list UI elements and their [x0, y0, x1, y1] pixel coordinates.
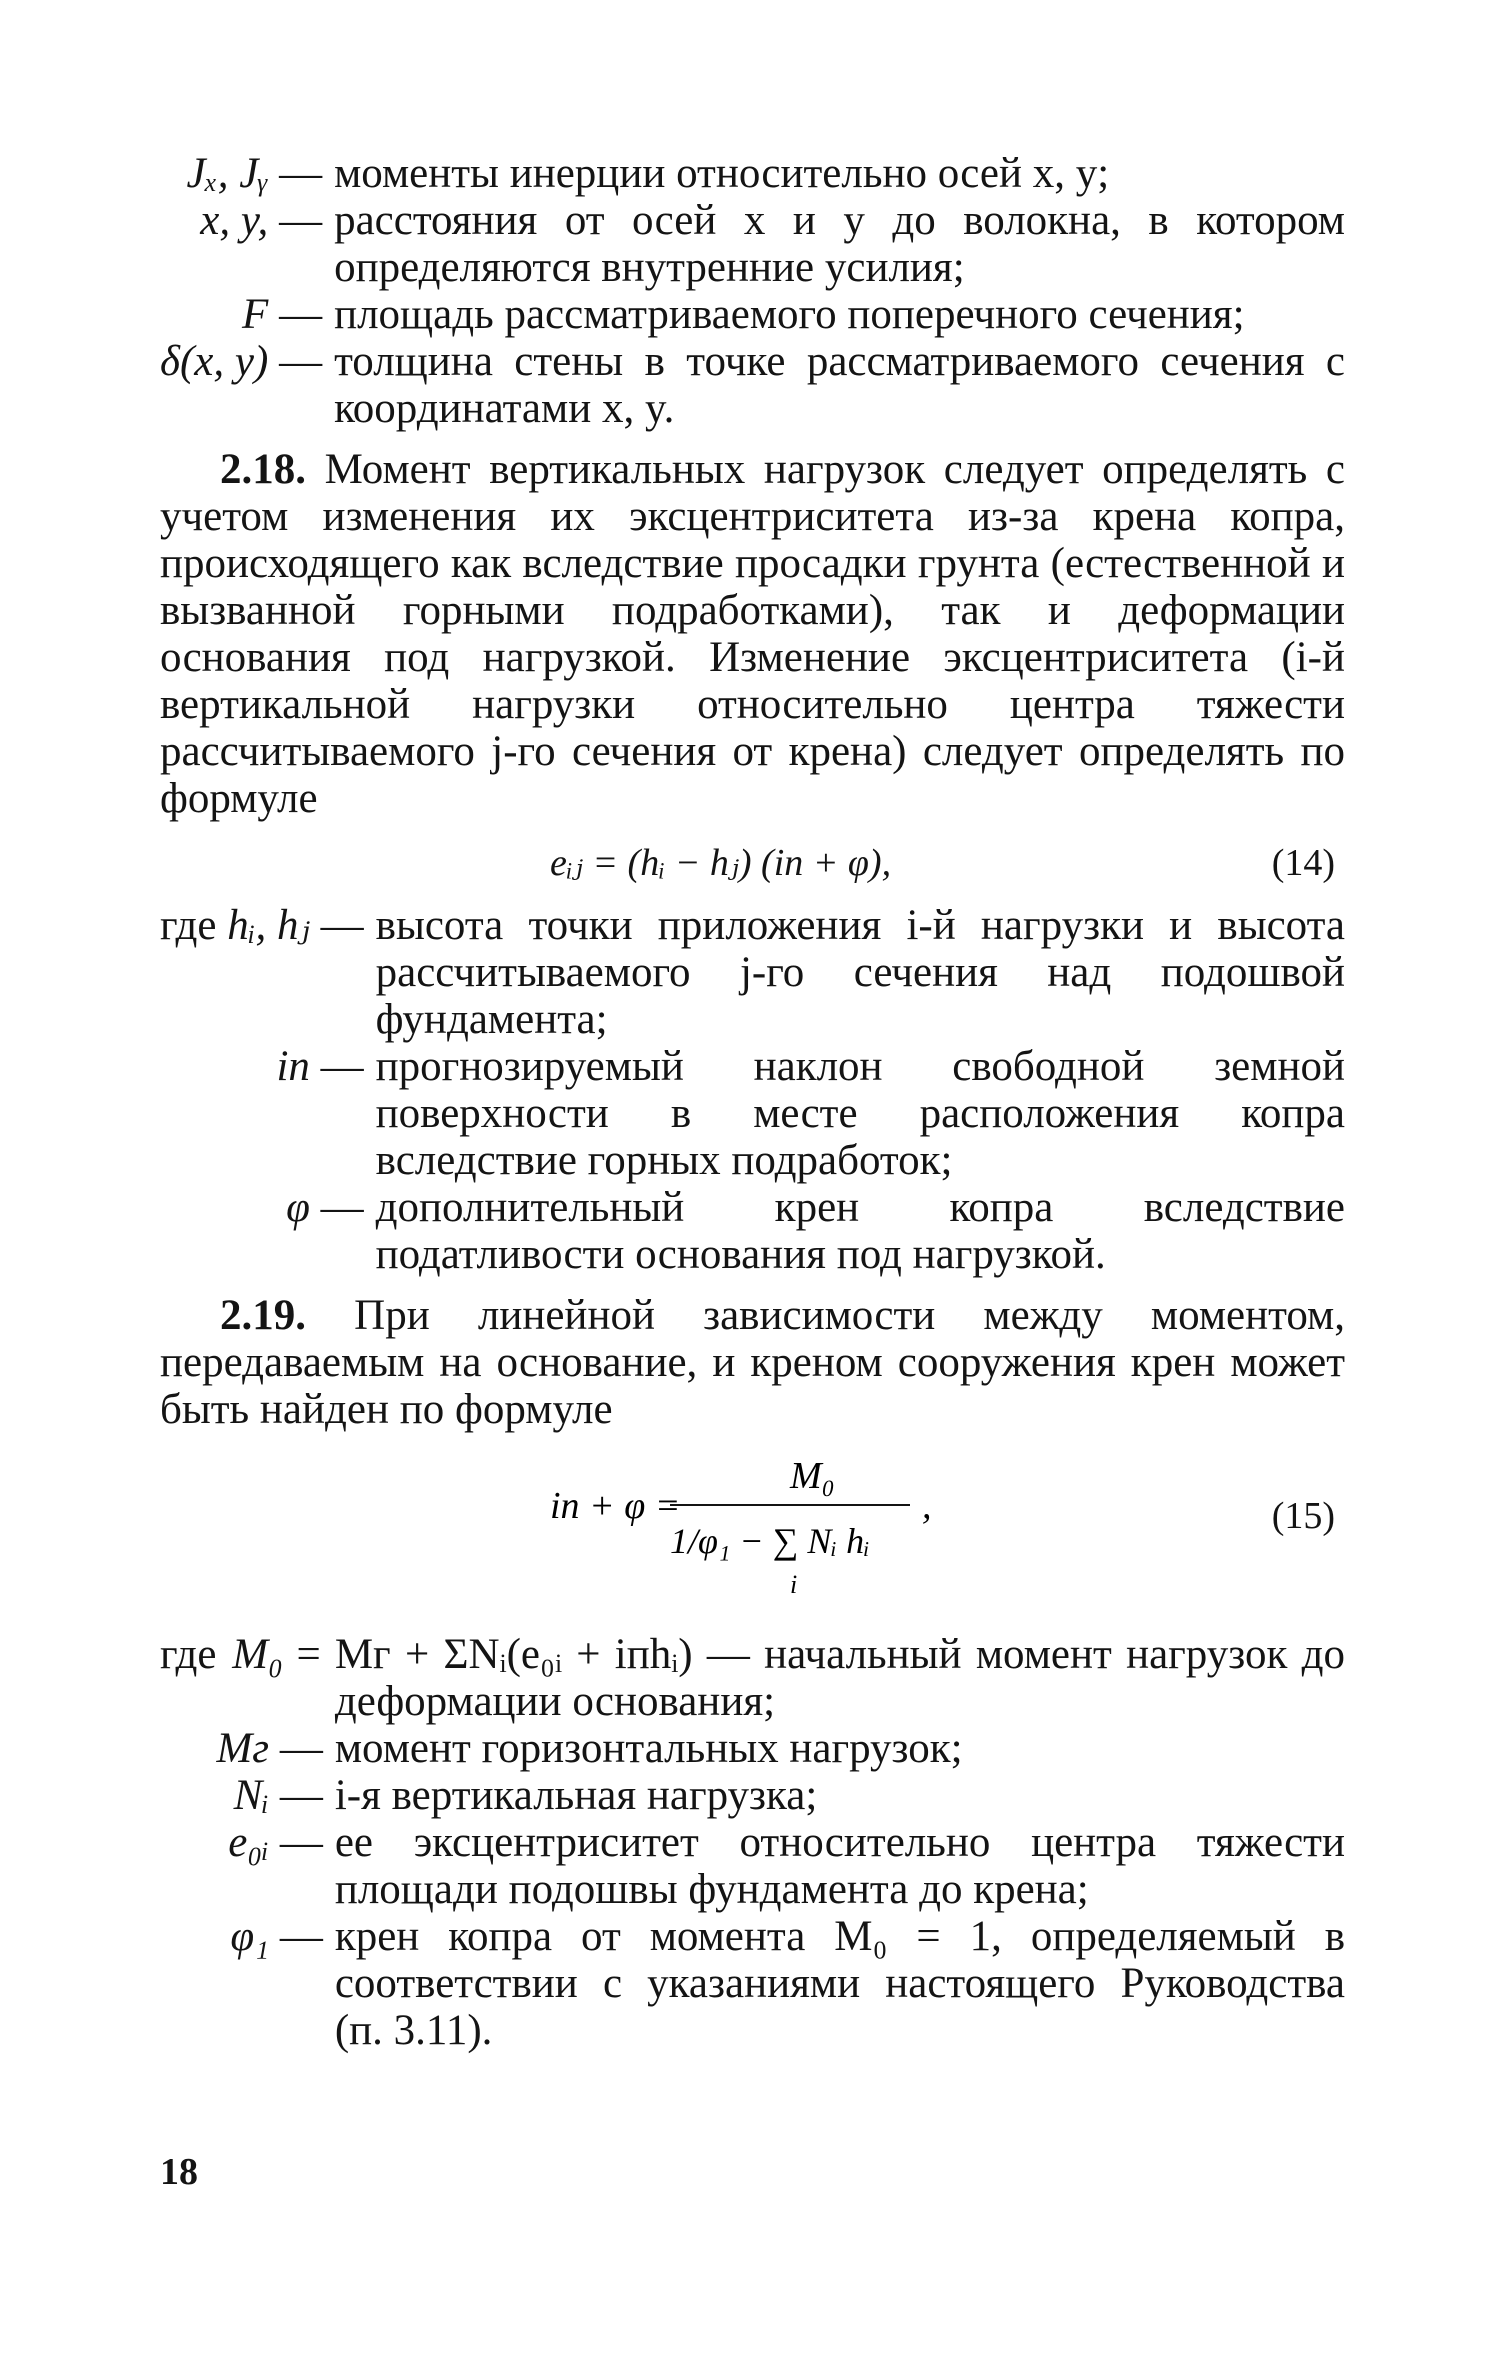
def-text: момент горизонтальных нагрузок; — [334, 1725, 963, 1772]
def-symbol: iп — — [276, 1043, 364, 1090]
def-row — [160, 902, 1345, 1043]
eq15-sum-index: i — [790, 1570, 798, 1599]
equation-15 — [160, 1433, 1345, 1613]
equation-number: (14) — [1271, 842, 1335, 884]
def-symbol: M₀ = — [232, 1631, 323, 1678]
def-symbol: e₀ᵢ — — [228, 1819, 323, 1866]
def-text: высота точки приложения i-й нагрузки и высота рассчитываемого j-го сечения над подошвой фундамента; — [375, 902, 1345, 1043]
def-row — [160, 291, 1345, 338]
def-symbol: x, y, — — [200, 197, 323, 244]
top-definitions — [160, 150, 1345, 432]
def-text: i-я вертикальная нагрузка; — [334, 1772, 818, 1819]
paragraph-2-19 — [160, 1292, 1345, 1433]
def-symbol: Mг — — [216, 1725, 323, 1772]
def-text: прогнозируемый наклон свободной земной поверхности в месте расположения копра вследствие горных подработок; — [375, 1043, 1345, 1184]
def-symbol: Jₓ, Jᵧ — — [186, 150, 323, 197]
page-number: 18 — [160, 2151, 198, 2193]
definitions-15-list — [216, 1631, 1345, 2054]
def-text: толщина стены в точке рассматриваемого сечения с координатами x, y. — [334, 338, 1345, 432]
eq15-comma: , — [922, 1485, 932, 1527]
equation-body: eᵢⱼ = (hᵢ − hⱼ) (iп + φ), — [550, 842, 892, 884]
def-row — [160, 1043, 1345, 1184]
def-row — [216, 1725, 1345, 1772]
clause-number: 2.18. — [220, 446, 306, 493]
equation-body — [550, 1443, 970, 1615]
def-row — [160, 197, 1345, 291]
def-row — [216, 1913, 1345, 2054]
fraction-svg — [550, 1443, 970, 1603]
equation-number: (15) — [1271, 1495, 1335, 1537]
def-text: Mг + ΣNᵢ(e₀ᵢ + iпhᵢ) — начальный момент нагрузок до деформации основания; — [334, 1631, 1345, 1725]
definitions-14 — [160, 902, 1345, 1278]
def-text: крен копра от момента M₀ = 1, определяемый в соответствии с указаниями настоящего Руководства (п. 3.11). — [334, 1913, 1345, 2054]
def-symbol: где hᵢ, hⱼ — — [160, 902, 364, 949]
clause-text: При линейной зависимости между моментом, передаваемым на основание, и креном сооружения крен может быть найден по формуле — [160, 1292, 1346, 1433]
def-row — [216, 1772, 1345, 1819]
definitions-15-table — [216, 1631, 1345, 2054]
eq15-lhs: iп + φ = — [550, 1485, 681, 1527]
def-text: моменты инерции относительно осей x, y; — [334, 150, 1110, 197]
clause-number: 2.19. — [220, 1292, 306, 1339]
page-body — [160, 150, 1345, 2054]
def-text: площадь рассматриваемого поперечного сечения; — [334, 291, 1245, 338]
def-symbol: δ(x, y) — — [160, 338, 323, 385]
where-label: где — [160, 1631, 217, 1678]
def-row — [216, 1819, 1345, 1913]
definitions-15 — [160, 1631, 1345, 2054]
paragraph-2-18 — [160, 446, 1345, 822]
def-symbol: Nᵢ — — [233, 1772, 323, 1819]
def-row — [216, 1631, 1345, 1725]
def-symbol: φ₁ — — [230, 1913, 323, 1960]
clause-text: Момент вертикальных нагрузок следует определять с учетом изменения их эксцентриситета из-за крена копра, происходящего как вследствие просадки грунта (естественной и вызванной горными подработками), так и деформации основания под нагрузкой. Изменение эксцентриситета (i-й вертикальной нагрузки относительно центра тяжести рассчитываемого j-го сечения от крена) следует определять по формуле — [160, 446, 1345, 822]
def-row — [160, 338, 1345, 432]
def-symbol: φ — — [286, 1184, 364, 1231]
def-text: дополнительный крен копра вследствие податливости основания под нагрузкой. — [375, 1184, 1345, 1278]
def-row — [160, 150, 1345, 197]
def-symbol: F — — [242, 291, 323, 338]
def-row — [160, 1184, 1345, 1278]
eq15-numerator: M₀ — [790, 1455, 835, 1497]
eq15-denominator: 1/φ₁ − ∑ Nᵢ hᵢ — [670, 1521, 870, 1561]
def-text: расстояния от осей x и y до волокна, в котором определяются внутренние усилия; — [334, 197, 1345, 291]
equation-14 — [160, 822, 1345, 902]
def-text: ее эксцентриситет относительно центра тяжести площади подошвы фундамента до крена; — [334, 1819, 1345, 1913]
